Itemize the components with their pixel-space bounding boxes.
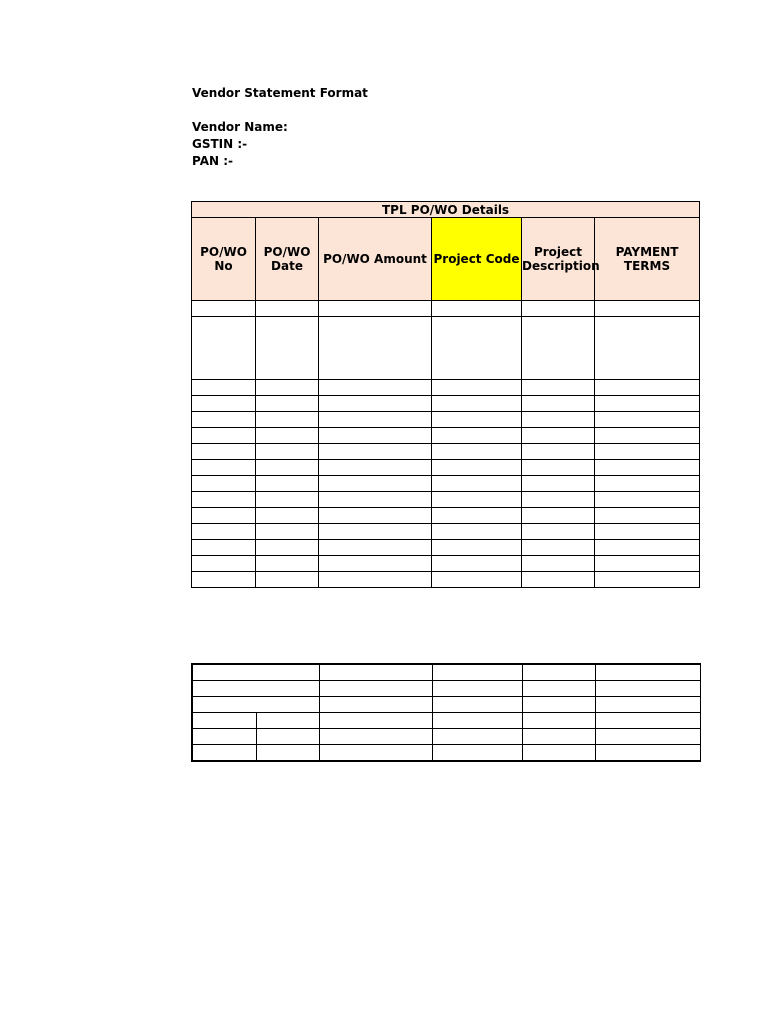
table-cell [595, 460, 700, 476]
table-cell [522, 540, 595, 556]
table-cell [192, 664, 319, 681]
col-po-wo-no [192, 218, 256, 301]
col-payment-terms [595, 218, 700, 301]
table-cell [522, 681, 595, 697]
table-cell [522, 412, 595, 428]
table-cell [192, 476, 256, 492]
table-cell [192, 572, 256, 588]
table-cell [595, 428, 700, 444]
table-cell [192, 428, 256, 444]
table-cell [319, 697, 432, 713]
table-cell [319, 444, 432, 460]
table-cell [432, 572, 522, 588]
table-cell [319, 572, 432, 588]
table-cell [522, 460, 595, 476]
table-row [192, 380, 700, 396]
table-row [192, 476, 700, 492]
table-cell [432, 444, 522, 460]
table-row [192, 492, 700, 508]
table-cell [256, 745, 319, 762]
table-cell [432, 697, 522, 713]
col-project-code [432, 218, 522, 301]
table-cell [522, 664, 595, 681]
table-cell [256, 396, 319, 412]
table-row [192, 396, 700, 412]
table-cell [595, 540, 700, 556]
table-cell [256, 428, 319, 444]
table-cell [319, 681, 432, 697]
table-cell [595, 396, 700, 412]
summary-table [191, 663, 701, 762]
table-cell [522, 444, 595, 460]
table-cell [192, 745, 256, 762]
group-header-cell: TPL PO/WO Details [192, 202, 700, 218]
table-cell [595, 492, 700, 508]
table-cell [319, 713, 432, 729]
table-cell [256, 540, 319, 556]
table-cell [432, 508, 522, 524]
table-cell [432, 460, 522, 476]
table-cell [319, 460, 432, 476]
col-label: Project Code [433, 252, 520, 266]
table-cell [432, 540, 522, 556]
table-row [192, 664, 700, 681]
table-cell [432, 745, 522, 762]
table-cell [192, 524, 256, 540]
table-cell [256, 412, 319, 428]
table-cell [192, 412, 256, 428]
table-cell [522, 492, 595, 508]
table-cell [192, 396, 256, 412]
table-cell [319, 492, 432, 508]
table-cell [432, 428, 522, 444]
table-cell [319, 476, 432, 492]
table-row [192, 713, 700, 729]
po-wo-details-table [191, 201, 700, 588]
col-label: Project Description [522, 245, 600, 273]
table-cell [595, 476, 700, 492]
table-cell [319, 556, 432, 572]
table-cell [256, 301, 319, 317]
table-cell [432, 396, 522, 412]
table-row [192, 729, 700, 745]
table-cell [522, 380, 595, 396]
table-cell [319, 524, 432, 540]
table-cell [192, 460, 256, 476]
table-cell [522, 524, 595, 540]
table-cell [432, 713, 522, 729]
table-cell [595, 301, 700, 317]
table-cell [522, 428, 595, 444]
table-cell [595, 556, 700, 572]
table-cell [432, 524, 522, 540]
col-label: PO/WO Amount [323, 252, 427, 266]
table-row [192, 460, 700, 476]
table-cell [432, 556, 522, 572]
table-cell [522, 713, 595, 729]
table-cell [595, 664, 700, 681]
table-cell [319, 412, 432, 428]
table-row [192, 428, 700, 444]
col-label: PO/WO No [200, 245, 247, 273]
table-cell [432, 317, 522, 380]
table-cell [595, 380, 700, 396]
table-cell [192, 444, 256, 460]
pan-label: PAN :- [192, 154, 233, 168]
table-cell [256, 556, 319, 572]
table-cell [192, 729, 256, 745]
table-row [192, 412, 700, 428]
table-cell [522, 508, 595, 524]
table-cell [256, 492, 319, 508]
table-cell [522, 697, 595, 713]
table-cell [595, 317, 700, 380]
table-cell [192, 492, 256, 508]
table-row [192, 301, 700, 317]
table-cell [595, 681, 700, 697]
table-cell [522, 476, 595, 492]
col-label: PO/WO Date [263, 245, 311, 273]
table-cell [595, 508, 700, 524]
column-header-row [192, 218, 700, 301]
table-cell [256, 729, 319, 745]
table-cell [192, 301, 256, 317]
table-cell [522, 301, 595, 317]
document-header [192, 85, 368, 170]
table-cell [192, 508, 256, 524]
table-cell [432, 681, 522, 697]
col-po-wo-date [256, 218, 319, 301]
table-cell [319, 745, 432, 762]
table-cell [522, 729, 595, 745]
table-body [192, 301, 700, 588]
header-spacer [192, 102, 368, 119]
table-cell [432, 664, 522, 681]
table-row [192, 572, 700, 588]
table-row [192, 745, 700, 762]
table-cell [319, 428, 432, 444]
table-cell [595, 412, 700, 428]
table-cell [192, 697, 319, 713]
table-cell [432, 380, 522, 396]
table-cell [192, 556, 256, 572]
table-cell [522, 745, 595, 762]
table-cell [256, 380, 319, 396]
table-cell [319, 664, 432, 681]
table-cell [522, 556, 595, 572]
table-cell [256, 444, 319, 460]
table-cell [595, 729, 700, 745]
table-cell [192, 681, 319, 697]
table-cell [432, 492, 522, 508]
table-cell [522, 317, 595, 380]
table-cell [432, 412, 522, 428]
table-row [192, 697, 700, 713]
table-cell [319, 301, 432, 317]
table-cell [256, 713, 319, 729]
table-cell [319, 317, 432, 380]
table-cell [192, 380, 256, 396]
col-label: PAYMENT TERMS [615, 245, 679, 273]
table-cell [256, 317, 319, 380]
table-cell [256, 460, 319, 476]
table-cell [256, 508, 319, 524]
table-cell [319, 396, 432, 412]
table-cell [192, 713, 256, 729]
table-cell [595, 444, 700, 460]
table-cell [595, 697, 700, 713]
summary-body [192, 664, 700, 761]
table-cell [192, 317, 256, 380]
table-cell [192, 540, 256, 556]
table-cell [595, 713, 700, 729]
table-cell [319, 508, 432, 524]
table-cell [256, 524, 319, 540]
table-cell [319, 380, 432, 396]
table-cell [522, 572, 595, 588]
table-cell [595, 572, 700, 588]
gstin-label: GSTIN :- [192, 137, 248, 151]
table-cell [595, 524, 700, 540]
table-cell [432, 729, 522, 745]
table-row [192, 681, 700, 697]
table-row [192, 540, 700, 556]
table-row [192, 508, 700, 524]
group-header-row [192, 202, 700, 218]
table-row [192, 317, 700, 380]
vendor-name-label: Vendor Name: [192, 120, 288, 134]
table-cell [432, 301, 522, 317]
col-po-wo-amount [319, 218, 432, 301]
table-cell [256, 476, 319, 492]
table-cell [522, 396, 595, 412]
table-row [192, 556, 700, 572]
table-cell [319, 729, 432, 745]
document-title: Vendor Statement Format [192, 86, 368, 100]
table-row [192, 524, 700, 540]
table-cell [256, 572, 319, 588]
col-project-description [522, 218, 600, 301]
table-cell [595, 745, 700, 762]
table-cell [319, 540, 432, 556]
table-row [192, 444, 700, 460]
table-cell [432, 476, 522, 492]
